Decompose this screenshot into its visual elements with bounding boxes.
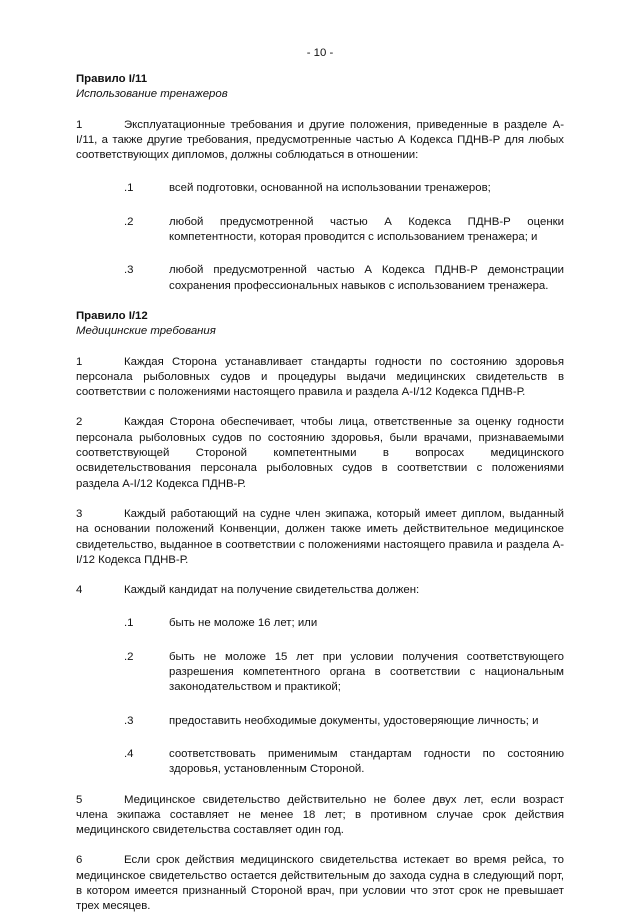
rule-12-item-1 [76,616,564,631]
item-number: .2 [124,650,134,663]
rule-12-paragraph-1 [76,355,564,401]
rule-12-item-4 [76,747,564,778]
item-number: .2 [124,215,134,228]
paragraph-number: 4 [76,584,83,597]
item-text: быть не моложе 15 лет при условии получения соответствующего разрешения компетентного органа в соответствии с национальным законодательством и практикой; [169,650,564,694]
paragraph-text: Каждый работающий на судне член экипажа, который имеет диплом, выданный на основании положений Конвенции, должен также иметь действительное медицинское свидетельство, выданное в соответствии с положениями настоящего правила и раздела A-I/12 Кодекса ПДНВ-Р. [76,507,564,566]
rule-11-subtitle: Использование тренажеров [76,88,228,101]
rule-12-paragraph-2 [76,415,564,491]
item-text: любой предусмотренной частью А Кодекса ПДНВ-Р демонстрации сохранения профессиональных навыков с использованием тренажера. [169,264,564,292]
rule-12-paragraph-5 [76,793,564,839]
rule-11-item-2 [76,215,564,246]
item-number: .4 [124,747,134,760]
item-number: .3 [124,264,134,277]
rule-12-subtitle: Медицинские требования [76,325,216,338]
paragraph-number: 5 [76,793,83,806]
paragraph-number: 1 [76,118,83,131]
item-text: всей подготовки, основанной на использовании тренажеров; [169,182,491,195]
paragraph-number: 2 [76,416,83,429]
item-text: любой предусмотренной частью А Кодекса ПДНВ-Р оценки компетентности, которая проводится с использованием тренажера; и [169,215,564,244]
rule-12-paragraph-3 [76,507,564,568]
item-text: быть не моложе 16 лет; или [169,617,318,630]
page-number: - 10 - [306,47,334,59]
rule-12-item-2 [76,650,564,696]
rule-12-title: Правило I/12 [76,309,148,322]
paragraph-text: Если срок действия медицинского свидетельства истекает во время рейса, то медицинское свидетельство остается действительным до захода судна в следующий порт, в котором имеется признанный Стороной врач, при условии что этот срок не превышает трех месяцев. [76,854,564,913]
paragraph-number: 6 [76,854,83,867]
rule-11-title: Правило I/11 [76,73,148,85]
item-text: предоставить необходимые документы, удостоверяющие личность; и [169,714,539,727]
rule-12-paragraph-6 [76,853,564,914]
item-number: .3 [124,714,134,727]
rule-12-item-3 [76,714,564,729]
paragraph-number: 3 [76,507,83,520]
paragraph-number: 1 [76,355,83,368]
item-text: соответствовать применимым стандартам годности по состоянию здоровья, установленным Стороной. [169,747,564,776]
rule-11-item-1 [76,181,564,196]
item-number: .1 [124,182,134,195]
item-number: .1 [124,617,134,630]
rule-11-paragraph-1 [76,118,564,164]
paragraph-text: Каждая Сторона обеспечивает, чтобы лица, ответственные за оценку годности персонала рыболовных судов по состоянию здоровья, были врачами, признаваемыми соответствующей Стороной компетентными в вопросах медицинского освидетельствования персонала рыболовных судов в соответствии с положениями раздела A-I/12 Кодекса ПДНВ-Р. [76,416,564,490]
rule-11-item-3 [76,263,564,294]
document-body [76,72,564,915]
paragraph-text: Каждая Сторона устанавливает стандарты годности по состоянию здоровья персонала рыболовных судов и процедуры выдачи медицинских свидетельств в соответствии с положениями настоящего правила и раздела A-I/12 Кодекса ПДНВ-Р. [76,355,564,399]
paragraph-text: Эксплуатационные требования и другие положения, приведенные в разделе A-I/11, а также другие требования, предусмотренные частью А Кодекса ПДНВ-Р для любых соответствующих дипломов, должны соблюдаться в отношении: [76,118,564,162]
rule-12-paragraph-4 [76,583,564,598]
paragraph-text: Каждый кандидат на получение свидетельства должен: [124,584,420,597]
paragraph-text: Медицинское свидетельство действительно не более двух лет, если возраст члена экипажа составляет не менее 18 лет; в противном случае срок действия медицинского свидетельства составляет один год. [76,793,564,837]
